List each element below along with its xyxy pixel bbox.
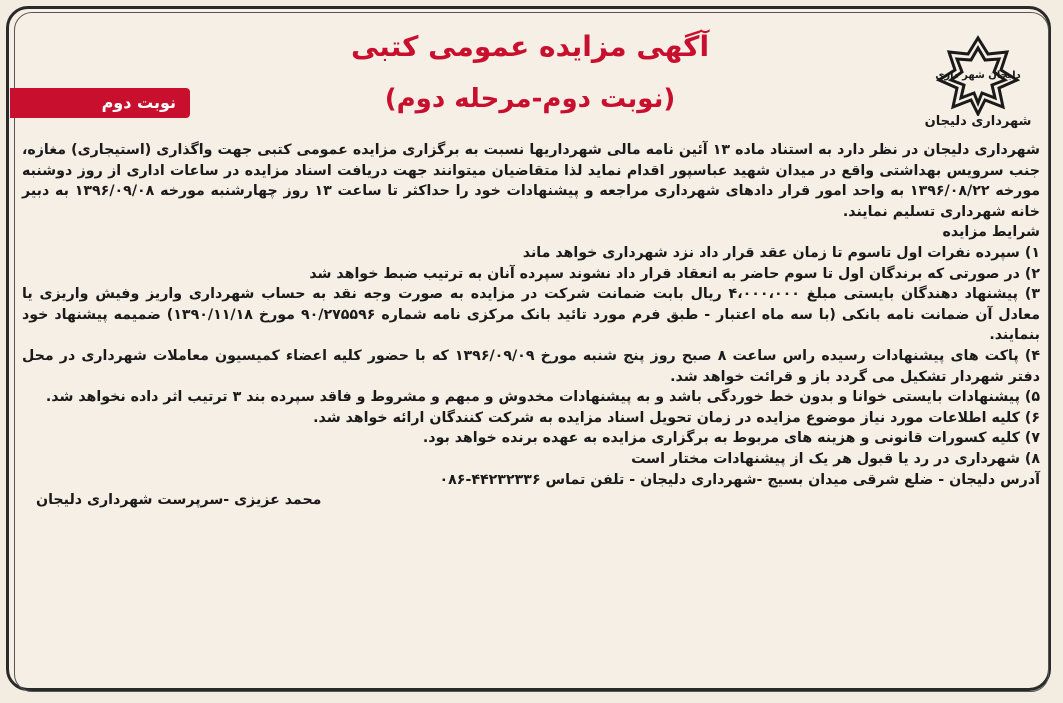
round-badge: نوبت دوم [10,88,190,118]
logo-emblem-text: دلیجان شهر داری [935,70,1021,81]
conditions-heading: شرایط مزایده [942,224,1040,241]
notice-body [22,140,1040,511]
condition-item: ۲) در صورتی که برندگان اول تا سوم حاضر به انعقاد قرار داد نشوند سپرده آنان به ترتیب ضبط خواهد شد [309,265,1040,282]
condition-item: ۵) پیشنهادات بایستی خوانا و بدون خط خوردگی باشد و به پیشنهادات مخدوش و مبهم و مشروط و فاقد سپرده بند ۳ ترتیب اثر داده نخواهد شد. [45,389,1040,406]
intro-paragraph: شهرداری دلیجان در نظر دارد به استناد ماده ۱۳ آئین نامه مالی شهرداریها نسبت به برگزاری مزایده عمومی کتبی جهت واگذاری (استیجاری) مغازه، جنب سرویس بهداشتی واقع در میدان شهید عباسپور اقدام نماید لذا متقاضیان میتوانند جهت دریافت اسناد مزایده در ساعات اداری از روز دوشنبه مورخه ۱۳۹۶/۰۸/۲۲ به واحد امور قرار دادهای شهرداری مراجعه و پیشنهادات خود را حداکثر تا ساعت ۱۳ روز چهارشنبه مورخه ۱۳۹۶/۰۹/۰۸ به دبیر خانه شهرداری تسلیم نمایند. [22,142,1040,220]
notice-title: آگهی مزایده عمومی کتبی [350,30,710,63]
condition-item: ۷) کلیه کسورات قانونی و هزینه های مربوط به برگزاری مزایده به عهده برنده خواهد بود. [422,430,1040,447]
address-line: آدرس دلیجان - ضلع شرقی میدان بسیج -شهرداری دلیجان - تلفن تماس ۴۴۲۳۲۳۳۶-۰۸۶ [439,471,1040,488]
condition-item: ۶) کلیه اطلاعات مورد نیاز موضوع مزایده در زمان تحویل اسناد مزایده به شرکت کنندگان ارائه خواهد شد. [313,409,1040,426]
logo-caption: شهرداری دلیجان [924,114,1032,129]
condition-item: ۳) پیشنهاد دهندگان بایستی مبلغ ۴،۰۰۰،۰۰۰ ریال بابت ضمانت شرکت در مزایده به صورت وجه نقد به حساب شهرداری واریز وفیش واریزی یا معادل آن ضمانت نامه بانکی (با سه ماه اعتبار - طبق فرم مورد تائید بانک مرکزی نامه شماره ۹۰/۲۷۵۵۹۶ مورخ ۱۳۹۰/۱۱/۱۸) ضمیمه پیشنهاد خود بنمایند. [22,286,1040,344]
municipality-logo [922,34,1034,134]
condition-item: ۱) سپرده نفرات اول تاسوم تا زمان عقد قرار داد نزد شهرداری خواهد ماند [522,244,1040,261]
condition-item: ۴) پاکت های پیشنهادات رسیده راس ساعت ۸ صبح روز پنج شنبه مورخ ۱۳۹۶/۰۹/۰۹ که با حضور کلیه اعضاء کمیسیون معاملات شهرداری در محل دفتر شهردار تشکیل می گردد باز و قرائت خواهد شد. [22,347,1040,385]
condition-item: ۸) شهرداری در رد یا قبول هر یک از پیشنهادات مختار است [631,450,1040,467]
municipality-emblem-icon [933,34,1023,116]
notice-subtitle: (نوبت دوم-مرحله دوم) [384,84,676,114]
signature-line: محمد عزیزی -سرپرست شهرداری دلیجان [36,492,322,509]
